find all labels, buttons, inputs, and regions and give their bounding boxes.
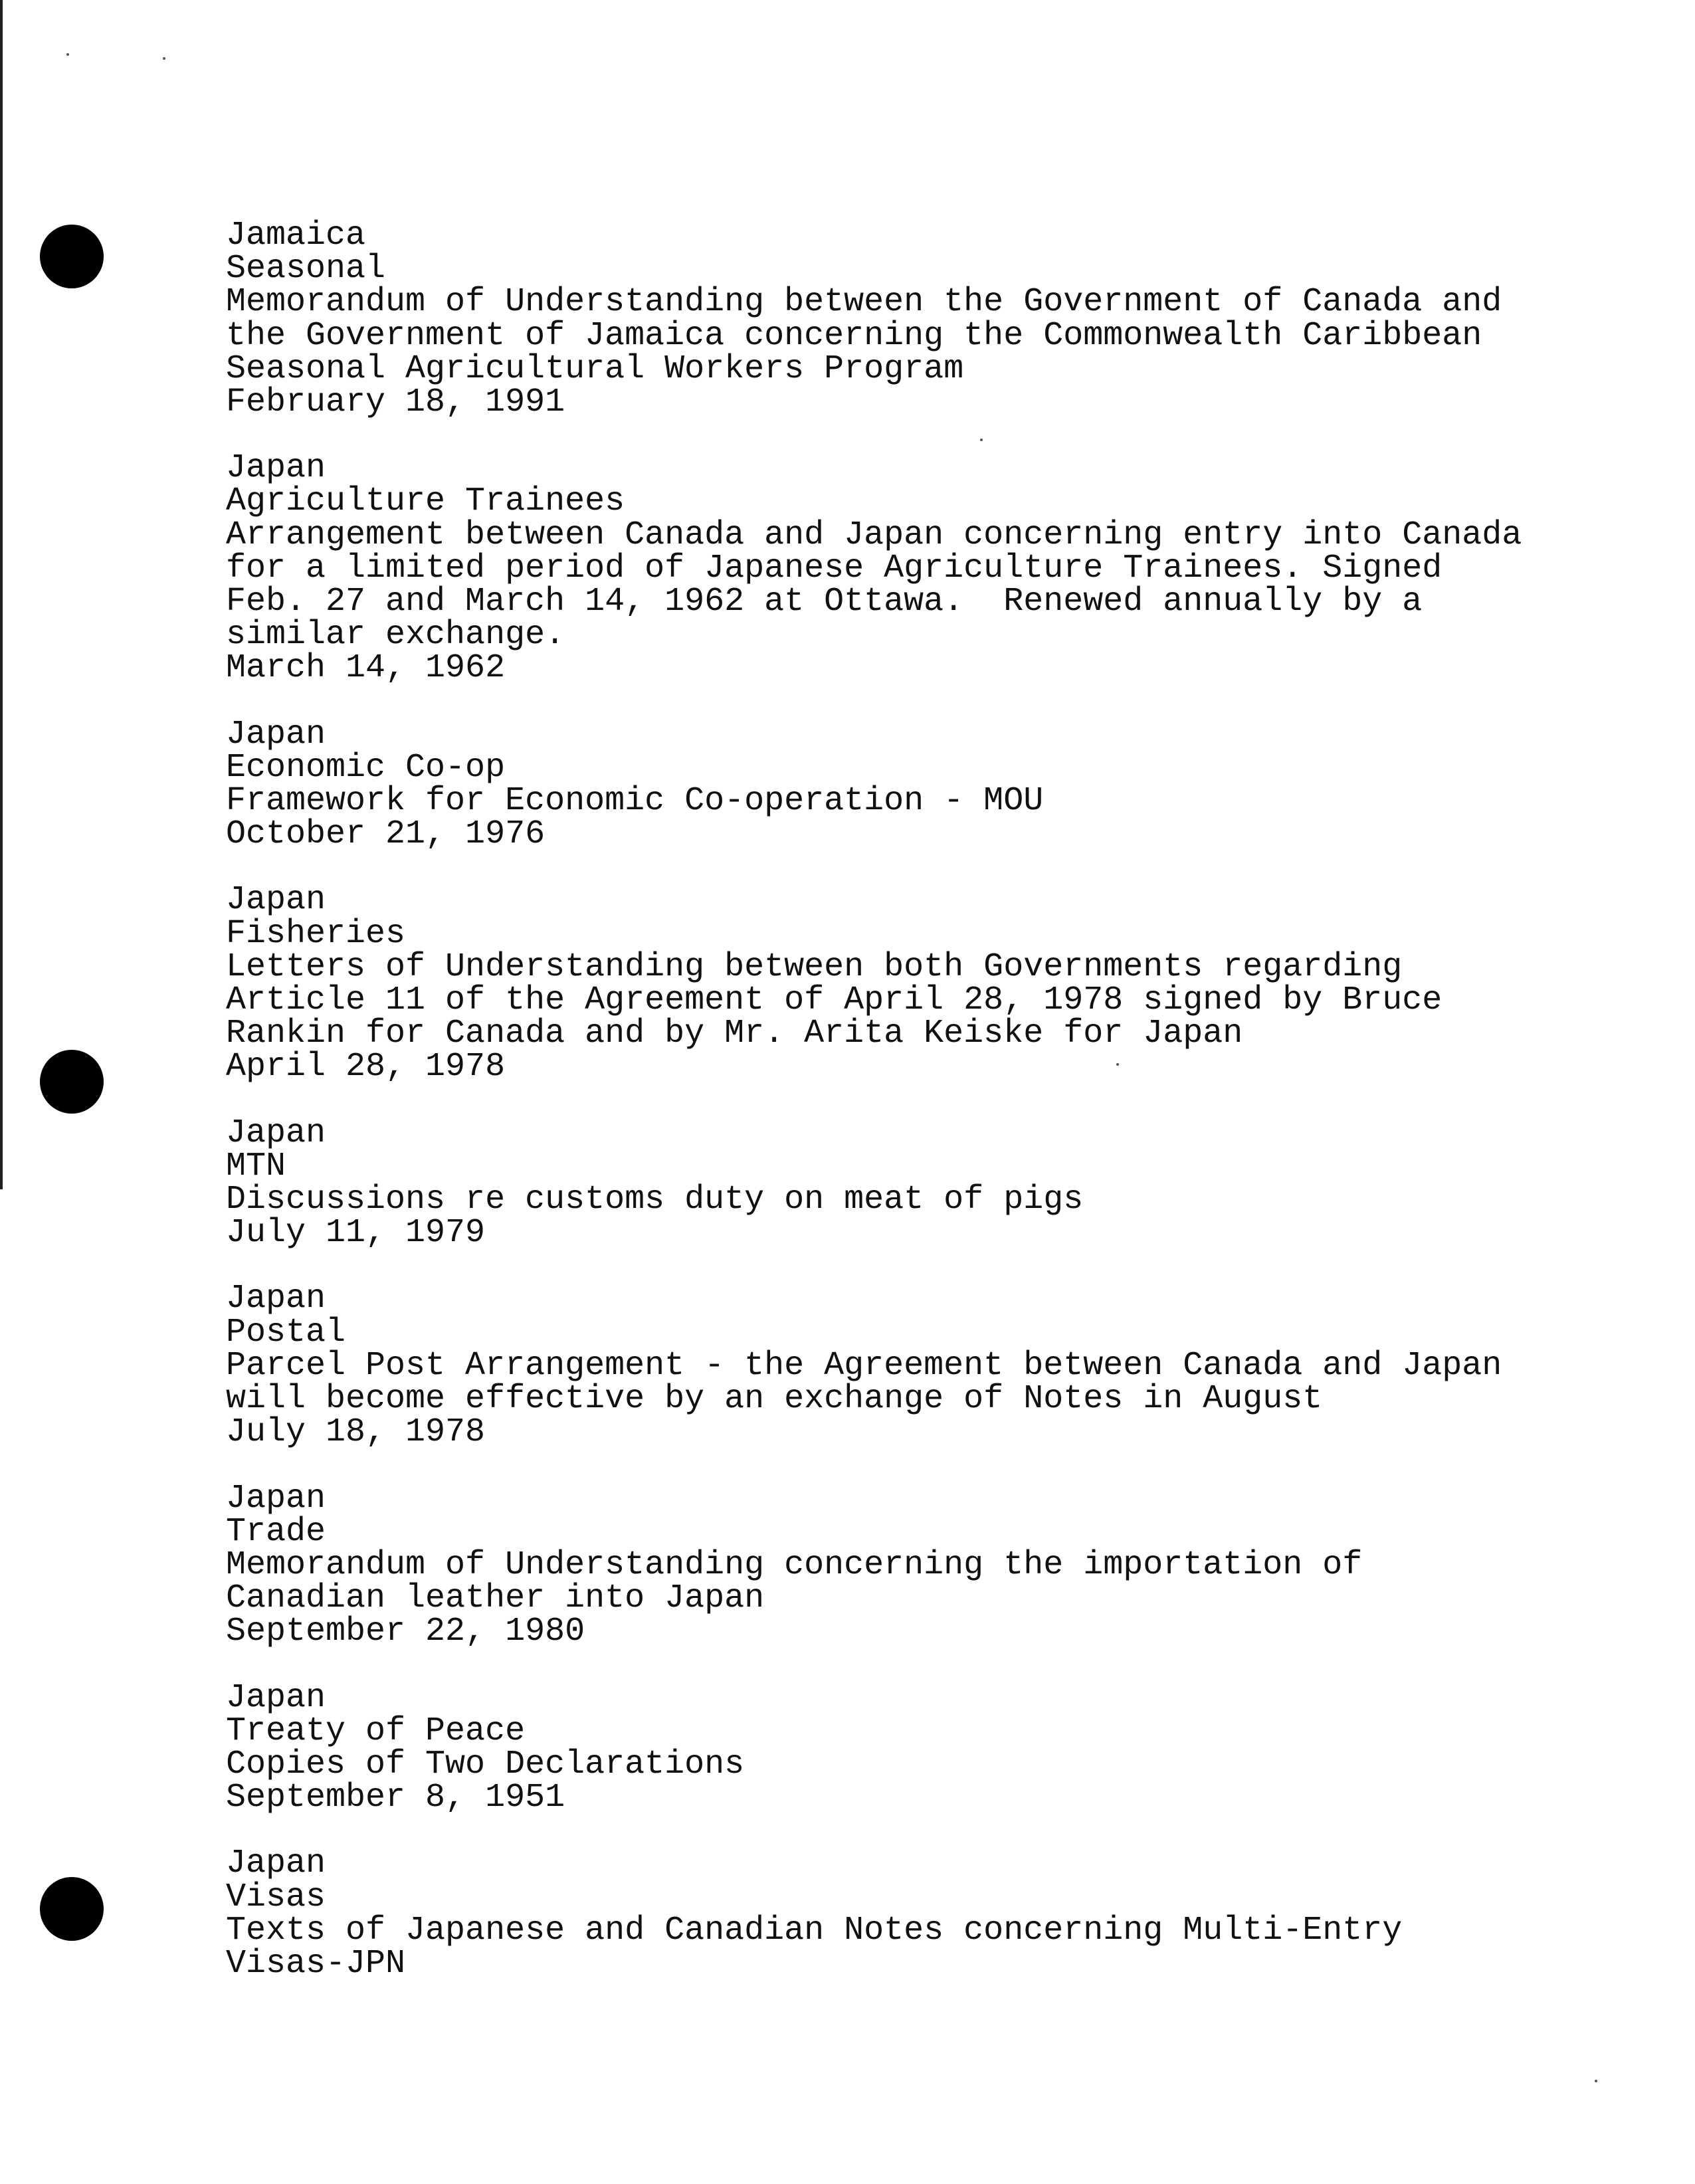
page-edge-line [0, 0, 3, 1189]
entry-description-line: Copies of Two Declarations [226, 1745, 745, 1783]
entry-country: Japan [226, 1479, 326, 1518]
entry-subject: Economic Co-op [226, 748, 506, 787]
entry-country: Japan [226, 881, 326, 920]
entry-subject: Seasonal [226, 250, 386, 288]
entry-description-line: Canadian leather into Japan [226, 1579, 765, 1618]
entry-description-line: similar exchange. [226, 616, 565, 654]
agreement-entry [226, 1479, 1555, 1651]
entry-description-line: Memorandum of Understanding between the Government of Canada and [226, 283, 1502, 322]
entry-description-line: Memorandum of Understanding concerning the importation of [226, 1545, 1363, 1584]
entry-date: July 18, 1978 [226, 1413, 486, 1452]
entry-description-line: Feb. 27 and March 14, 1962 at Ottawa. Renewed annually by a [226, 583, 1423, 621]
entry-country: Japan [226, 1844, 326, 1883]
scan-speck [1595, 2080, 1597, 2082]
entry-date: October 21, 1976 [226, 815, 546, 854]
entry-description-line: Framework for Economic Co-operation - MOU [226, 782, 1044, 821]
entry-subject: Fisheries [226, 914, 406, 953]
entry-description-line: Article 11 of the Agreement of April 28, 1978 signed by Bruce [226, 981, 1443, 1020]
entry-date: April 28, 1978 [226, 1048, 506, 1086]
agreement-entry [226, 1114, 1555, 1252]
agreement-entry [226, 1678, 1555, 1817]
entry-description-line: Parcel Post Arrangement - the Agreement between Canada and Japan [226, 1346, 1502, 1385]
entry-country: Japan [226, 715, 326, 753]
scan-speck [163, 57, 165, 60]
agreement-list [226, 219, 1555, 2013]
agreement-entry [226, 715, 1555, 854]
binder-hole [40, 225, 104, 288]
entry-description-line: Letters of Understanding between both Governments regarding [226, 947, 1403, 986]
entry-subject: Treaty of Peace [226, 1712, 526, 1750]
entry-description-line: will become effective by an exchange of Notes in August [226, 1380, 1323, 1419]
agreement-entry [226, 217, 1555, 422]
agreement-entry [226, 881, 1555, 1086]
entry-description-line: the Government of Jamaica concerning the Commonwealth Caribbean [226, 316, 1482, 355]
entry-subject: Agriculture Trainees [226, 482, 625, 521]
entry-description-line: Texts of Japanese and Canadian Notes concerning Multi-Entry [226, 1911, 1403, 1949]
binder-hole [40, 1877, 104, 1941]
entry-description-line: Rankin for Canada and by Mr. Arita Keiske for Japan [226, 1015, 1243, 1053]
entry-date: September 8, 1951 [226, 1779, 565, 1817]
entry-description-line: Visas-JPN [226, 1944, 406, 1983]
entry-description-line: Arrangement between Canada and Japan concerning entry into Canada [226, 516, 1522, 554]
entry-country: Japan [226, 449, 326, 488]
entry-description-line: Seasonal Agricultural Workers Program [226, 349, 964, 388]
entry-description-line: Discussions re customs duty on meat of pigs [226, 1181, 1084, 1219]
entry-date: February 18, 1991 [226, 383, 565, 422]
entry-date: March 14, 1962 [226, 649, 506, 688]
entry-country: Japan [226, 1280, 326, 1318]
binder-hole [40, 1050, 104, 1114]
entry-subject: Visas [226, 1878, 326, 1916]
entry-country: Japan [226, 1678, 326, 1717]
entry-date: July 11, 1979 [226, 1214, 486, 1252]
entry-country: Japan [226, 1114, 326, 1152]
agreement-entry [226, 1280, 1555, 1452]
entry-subject: MTN [226, 1147, 286, 1185]
scan-speck [66, 53, 69, 56]
agreement-entry [226, 449, 1555, 688]
entry-subject: Trade [226, 1512, 326, 1551]
entry-date: September 22, 1980 [226, 1613, 585, 1651]
agreement-entry [226, 1844, 1555, 1983]
entry-subject: Postal [226, 1313, 346, 1351]
entry-country: Jamaica [226, 217, 366, 254]
entry-description-line: for a limited period of Japanese Agriculture Trainees. Signed [226, 549, 1443, 587]
